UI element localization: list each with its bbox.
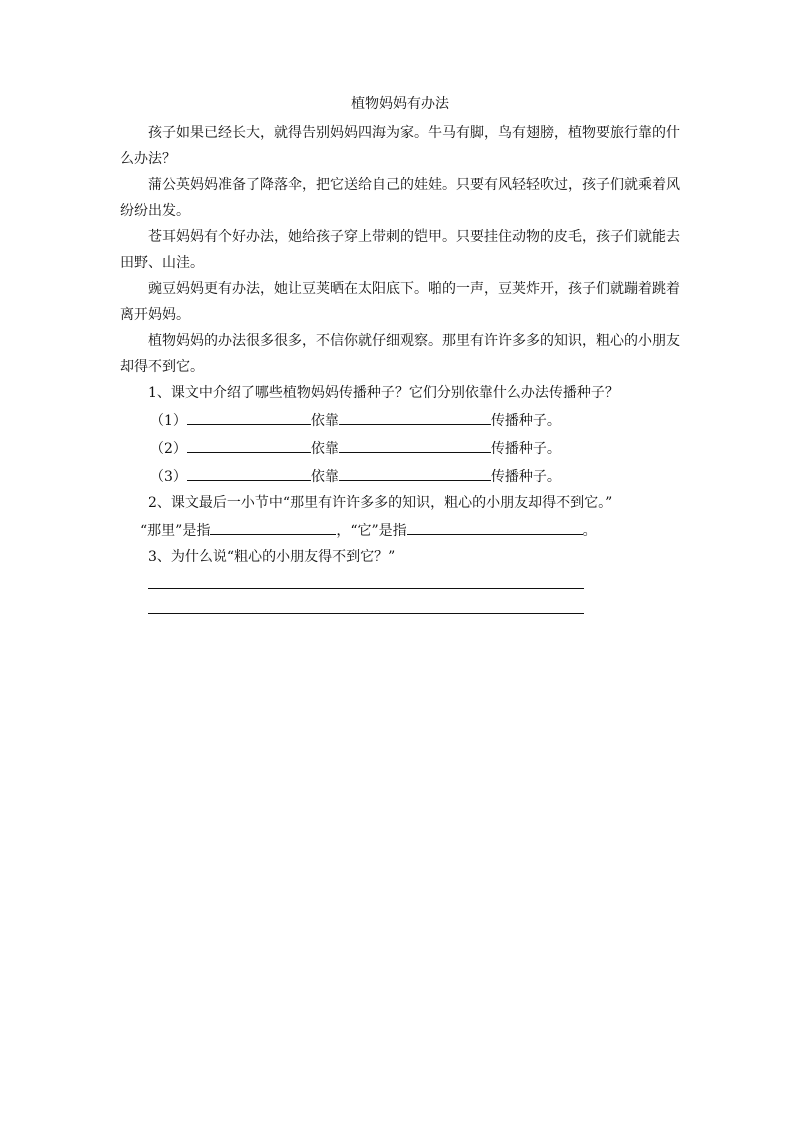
item-end-text: 传播种子。 <box>490 413 561 429</box>
question-2: 2、课文最后一小节中“那里有许许多多的知识，粗心的小朋友却得不到它。” <box>148 495 613 511</box>
question-2-answer-row <box>120 516 680 544</box>
method-blank-1[interactable] <box>339 406 491 425</box>
plant-blank-3[interactable] <box>187 462 311 481</box>
plant-blank-2[interactable] <box>187 434 311 453</box>
item-end-text: 传播种子。 <box>490 441 561 457</box>
question-1-item-2 <box>120 434 680 462</box>
plant-blank-1[interactable] <box>187 406 311 425</box>
answer-line-2[interactable] <box>148 613 584 614</box>
nali-blank[interactable] <box>210 516 336 535</box>
method-blank-2[interactable] <box>339 434 491 453</box>
item-number: （2） <box>150 441 187 457</box>
document-page <box>120 92 680 614</box>
paragraph-4: 豌豆妈妈更有办法，她让豆荚晒在太阳底下。啪的一声，豆荚炸开，孩子们就蹦着跳着离开妈妈。 <box>120 281 680 323</box>
paragraph-2: 蒲公英妈妈准备了降落伞，把它送给自己的娃娃。只要有风轻轻吹过，孩子们就乘着风纷纷出发。 <box>120 177 680 219</box>
item-number: （1） <box>150 413 187 429</box>
paragraph-3: 苍耳妈妈有个好办法，她给孩子穿上带刺的铠甲。只要挂住动物的皮毛，孩子们就能去田野、山洼。 <box>120 229 680 271</box>
item-mid-text: 依靠 <box>310 441 339 457</box>
item-end-text: 传播种子。 <box>490 469 561 485</box>
question-1-item-3 <box>120 462 680 490</box>
ta-blank[interactable] <box>407 516 583 535</box>
question-1-item-1 <box>120 406 680 434</box>
document-title: 植物妈妈有办法 <box>351 96 449 112</box>
answer-line-1[interactable] <box>148 588 584 589</box>
item-mid-text: 依靠 <box>310 413 339 429</box>
item-mid-text: 依靠 <box>310 469 339 485</box>
question-1: 1、课文中介绍了哪些植物妈妈传播种子？它们分别依靠什么办法传播种子？ <box>148 385 619 401</box>
paragraph-5: 植物妈妈的办法很多很多，不信你就仔细观察。那里有许许多多的知识，粗心的小朋友却得不到它。 <box>120 333 680 375</box>
q2-end-text: 。 <box>582 523 597 539</box>
q2-part2-text: ，“它”是指 <box>336 523 407 539</box>
q2-part1-text: “那里”是指 <box>140 523 211 539</box>
question-3: 3、为什么说“粗心的小朋友得不到它？” <box>148 549 396 565</box>
item-number: （3） <box>150 469 187 485</box>
paragraph-1: 孩子如果已经长大，就得告别妈妈四海为家。牛马有脚，鸟有翅膀，植物要旅行靠的什么办法？ <box>120 125 680 167</box>
method-blank-3[interactable] <box>339 462 491 481</box>
